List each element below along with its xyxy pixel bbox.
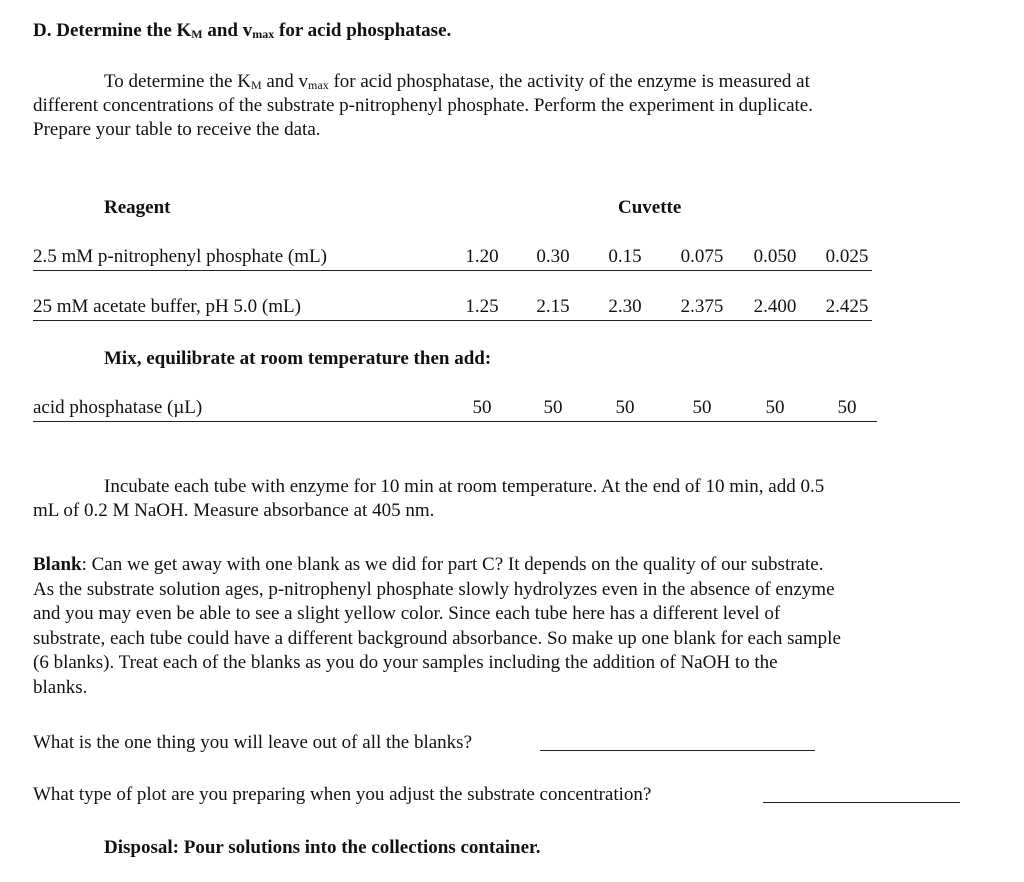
blank-line-3: and you may even be able to see a slight yellow color. Since each tube here has a different level of — [33, 603, 781, 625]
blank-line-2: As the substrate solution ages, p-nitrophenyl phosphate slowly hydrolyzes even in the absence of enzyme — [33, 578, 835, 600]
table-row-enzyme: acid phosphatase (µL) 50 50 50 50 50 50 — [33, 397, 877, 422]
blank-line-6: blanks. — [33, 676, 88, 698]
intro-line-3: Prepare your table to receive the data. — [33, 119, 321, 140]
reagent-header: Reagent — [104, 197, 171, 218]
answer-line-2[interactable] — [763, 801, 960, 803]
incubate-line-1: Incubate each tube with enzyme for 10 min at room temperature. At the end of 10 min, add 0.5 — [104, 476, 825, 497]
intro-line-2: different concentrations of the substrate p-nitrophenyl phosphate. Perform the experiment in duplicate. — [33, 95, 813, 116]
cuvette-header: Cuvette — [618, 197, 682, 218]
disposal-note: Disposal: Pour solutions into the collections container. — [104, 837, 541, 858]
incubate-line-2: mL of 0.2 M NaOH. Measure absorbance at 405 nm. — [33, 500, 435, 521]
blank-paragraph — [33, 553, 841, 701]
blank-line-4: substrate, each tube could have a different background absorbance. So make up one blank for each sample — [33, 627, 841, 649]
intro-line-1: To determine the $K_M$ and $v_{max}$ for acid phosphatase, the activity of the enzyme is measured at — [104, 71, 810, 92]
table-row: 2.5 mM p-nitrophenyl phosphate (mL) 1.20 0.30 0.15 0.075 0.050 0.025 — [33, 246, 872, 271]
blank-line-1: Blank: Can we get away with one blank as we did for part C? It depends on the quality of our substrate. — [33, 554, 824, 575]
section-title: D. Determine the $K_M$ and $v_{max}$ for acid phosphatase. — [33, 20, 452, 41]
table-row: 25 mM acetate buffer, pH 5.0 (mL) 1.25 2.15 2.30 2.375 2.400 2.425 — [33, 296, 872, 321]
mix-note: Mix, equilibrate at room temperature then add: — [104, 348, 492, 369]
answer-line-1[interactable] — [540, 749, 815, 751]
question-2: What type of plot are you preparing when you adjust the substrate concentration? — [33, 784, 652, 805]
question-1: What is the one thing you will leave out of all the blanks? — [33, 732, 473, 753]
blank-line-5: (6 blanks). Treat each of the blanks as you do your samples including the addition of NaOH to the — [33, 652, 778, 674]
